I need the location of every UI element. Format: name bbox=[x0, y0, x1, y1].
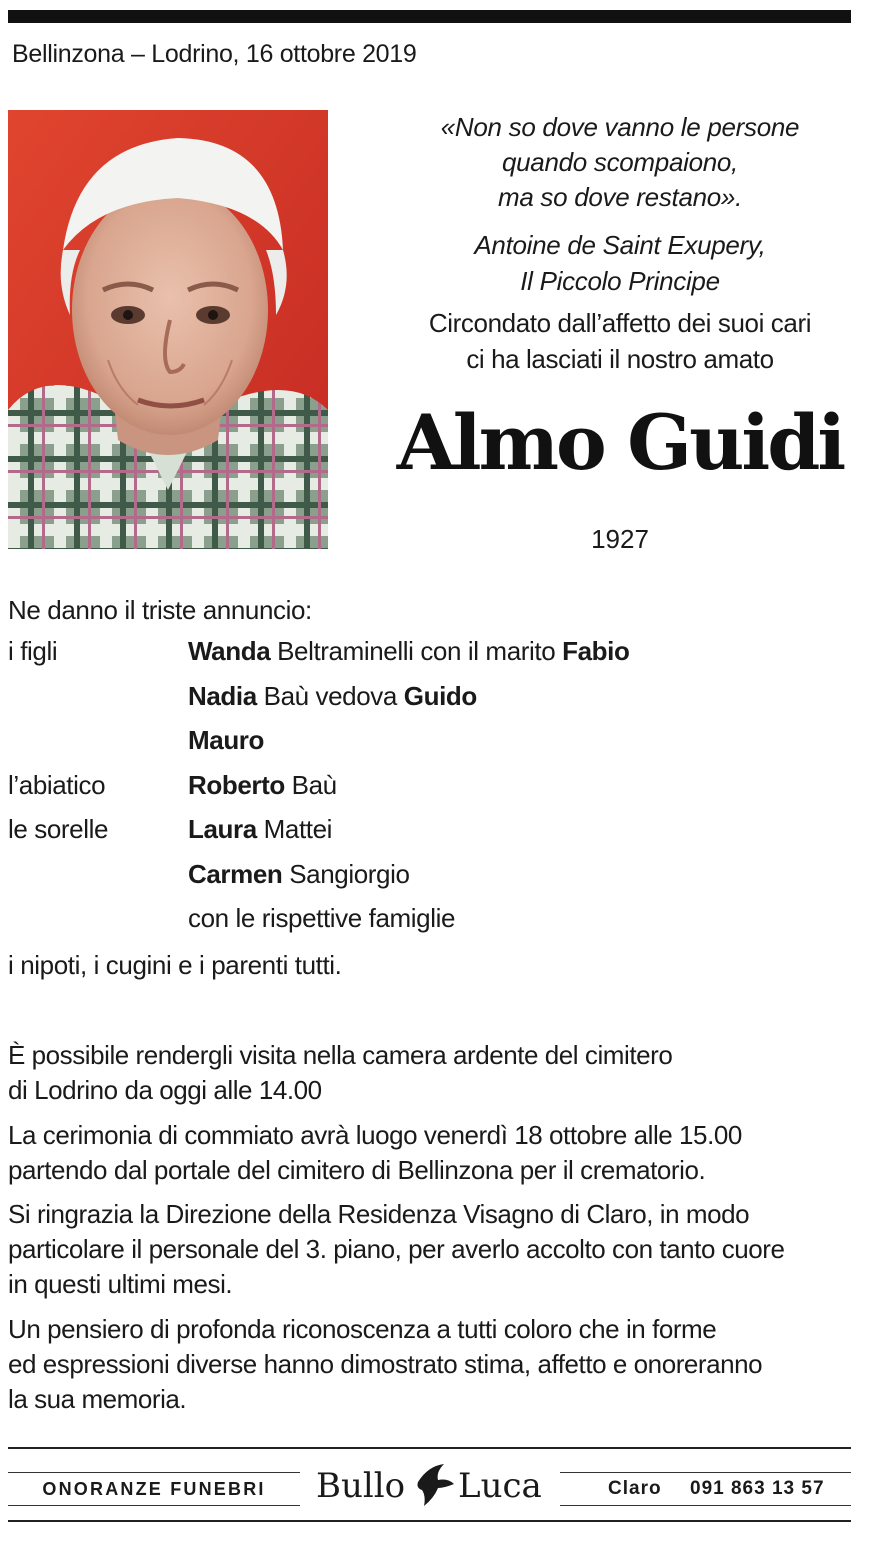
paragraph-line: in questi ultimi mesi. bbox=[8, 1269, 233, 1299]
visit-paragraph bbox=[8, 1038, 868, 1108]
member-detail: Mattei bbox=[256, 814, 333, 844]
paragraph-line: di Lodrino da oggi alle 14.00 bbox=[8, 1075, 322, 1105]
paragraph-line: ed espressioni diverse hanno dimostrato stima, affetto e onoreranno bbox=[8, 1349, 763, 1379]
top-rule bbox=[8, 10, 851, 23]
ceremony-paragraph bbox=[8, 1118, 868, 1188]
family-members bbox=[188, 636, 629, 667]
gratitude-paragraph bbox=[8, 1312, 868, 1417]
family-members bbox=[188, 903, 455, 934]
family-row bbox=[8, 770, 868, 815]
family-list bbox=[8, 636, 868, 948]
member-detail: Sangiorgio bbox=[282, 858, 410, 889]
quote-line: quando scompaiono, bbox=[501, 147, 738, 177]
family-members bbox=[188, 770, 337, 801]
footer-label-box bbox=[8, 1472, 300, 1506]
brand-first-name: Bullo bbox=[316, 1466, 406, 1506]
paragraph-line: partendo dal portale del cimitero di Bellinzona per il crematorio. bbox=[8, 1155, 706, 1185]
footer-contact-box bbox=[560, 1472, 851, 1506]
paragraph-line: Si ringrazia la Direzione della Residenza Visagno di Claro, in modo bbox=[8, 1199, 750, 1229]
member-detail: Beltraminelli con il marito bbox=[270, 636, 563, 666]
quote-author-line: Il Piccolo Principe bbox=[520, 266, 720, 296]
member-name: Guido bbox=[403, 680, 477, 711]
family-row bbox=[8, 859, 868, 904]
quote-line: ma so dove restano». bbox=[497, 182, 743, 212]
quote-author bbox=[360, 227, 874, 299]
member-name: Carmen bbox=[188, 858, 283, 889]
footer-phone: 091 863 13 57 bbox=[690, 1478, 825, 1499]
place-date: Bellinzona – Lodrino, 16 ottobre 2019 bbox=[12, 40, 417, 68]
quote-author-line: Antoine de Saint Exupery, bbox=[474, 230, 766, 260]
member-name: Roberto bbox=[188, 769, 285, 800]
family-members bbox=[188, 814, 332, 845]
family-row bbox=[8, 636, 868, 681]
funeral-home-logo bbox=[312, 1460, 552, 1510]
member-name: Laura bbox=[188, 814, 257, 844]
member-detail: con le rispettive famiglie bbox=[188, 903, 456, 933]
member-detail: Baù bbox=[284, 769, 337, 800]
quote-line: «Non so dove vanno le persone bbox=[440, 112, 800, 142]
footer-top-rule bbox=[8, 1447, 851, 1449]
member-detail: Baù vedova bbox=[256, 680, 404, 711]
intro-line: ci ha lasciati il nostro amato bbox=[466, 344, 774, 374]
family-label: i figli bbox=[8, 636, 58, 666]
footer-bottom-rule bbox=[8, 1520, 851, 1522]
paragraph-line: la sua memoria. bbox=[8, 1384, 187, 1414]
family-row bbox=[8, 814, 868, 859]
family-row bbox=[8, 903, 868, 948]
member-name: Fabio bbox=[562, 636, 630, 666]
family-label: l’abiatico bbox=[8, 769, 106, 800]
paragraph-line: È possibile rendergli visita nella camera ardente del cimitero bbox=[8, 1040, 673, 1070]
footer-label: ONORANZE FUNEBRI bbox=[42, 1479, 266, 1499]
paragraph-line: La cerimonia di commiato avrà luogo venerdì 18 ottobre alle 15.00 bbox=[8, 1120, 742, 1150]
footer-location: Claro bbox=[608, 1478, 662, 1499]
announce-heading: Ne danno il triste annuncio: bbox=[8, 595, 312, 625]
relatives-line: i nipoti, i cugini e i parenti tutti. bbox=[8, 950, 342, 980]
family-members bbox=[188, 681, 477, 712]
deceased-name: Almo Guidi bbox=[396, 398, 844, 487]
family-row bbox=[8, 725, 868, 770]
member-name: Mauro bbox=[188, 725, 265, 755]
family-members bbox=[188, 859, 410, 890]
member-name: Wanda bbox=[188, 636, 271, 666]
dove-icon bbox=[414, 1462, 456, 1517]
family-row bbox=[8, 681, 868, 726]
paragraph-line: particolare il personale del 3. piano, per averlo accolto con tanto cuore bbox=[8, 1234, 785, 1264]
birth-year: 1927 bbox=[591, 524, 649, 554]
quote-block bbox=[360, 110, 874, 215]
family-label: le sorelle bbox=[8, 814, 109, 844]
paragraph-line: Un pensiero di profonda riconoscenza a tutti coloro che in forme bbox=[8, 1314, 717, 1344]
portrait-photo bbox=[8, 110, 328, 549]
member-name: Nadia bbox=[188, 680, 257, 711]
thanks-paragraph bbox=[8, 1197, 868, 1302]
family-members bbox=[188, 725, 264, 756]
brand-second-name: Luca bbox=[458, 1466, 542, 1506]
intro-line: Circondato dall’affetto dei suoi cari bbox=[428, 308, 812, 338]
intro-text bbox=[360, 305, 874, 377]
